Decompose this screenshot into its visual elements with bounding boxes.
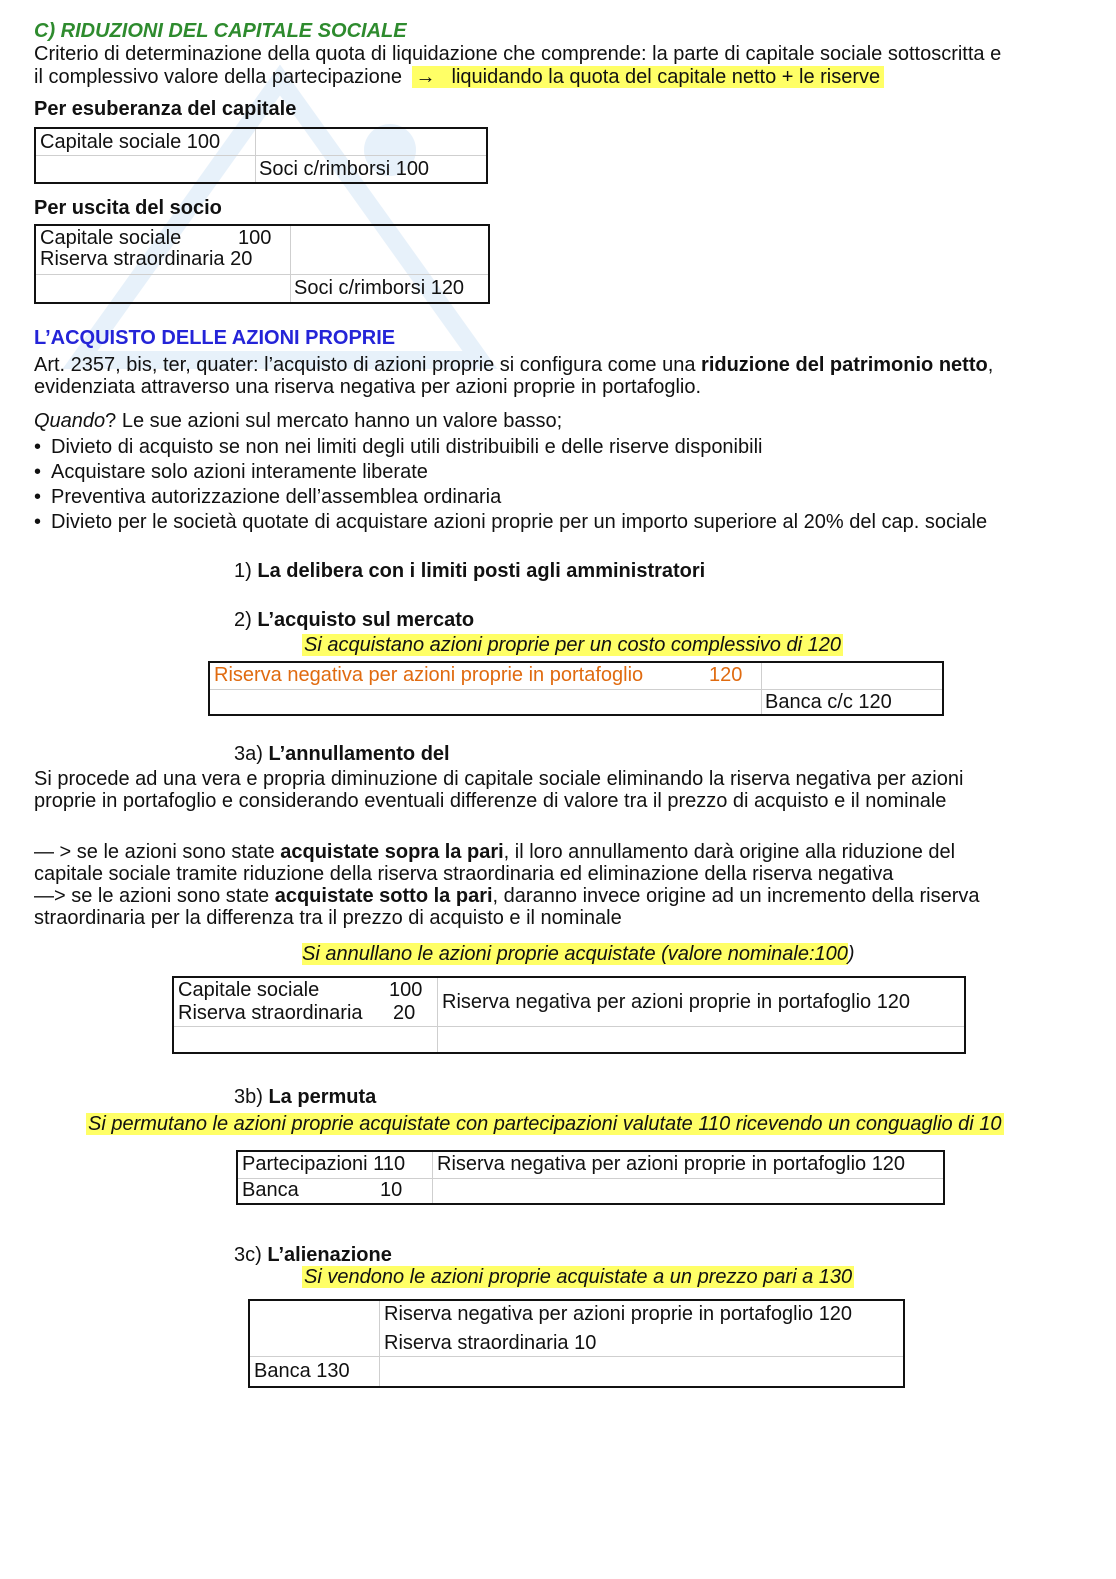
credit-banca: Banca c/c 120 [765, 691, 892, 713]
credit-riserva-negativa: Riserva negativa per azioni proprie in portafoglio 120 [442, 991, 911, 1013]
art-text: Art. 2357, bis, ter, quater: l’acquisto di azioni proprie si configura come una [34, 354, 702, 376]
section-title-acquisto: L’ACQUISTO DELLE AZIONI PROPRIE [34, 327, 396, 349]
debit-partecipazioni: Partecipazioni 110 [242, 1153, 406, 1175]
arrow-right-icon: → [412, 66, 440, 88]
criterio-text: il complessivo valore della partecipazione [34, 66, 402, 88]
step-1-heading [234, 560, 705, 582]
step-label: L’annullamento del [268, 743, 450, 765]
debit-riserva-negativa-value: 120 [709, 664, 743, 686]
step-3b-heading [234, 1086, 376, 1108]
paragraph-criterio-line2 [34, 66, 884, 88]
note-permuta: Si permutano le azioni proprie acquistate con partecipazioni valutate 110 ricevendo un conguaglio di 10 [88, 1113, 1002, 1135]
highlight-liquidando: liquidando la quota del capitale netto + le riserve [440, 66, 885, 88]
paragraph-sopra-line2: capitale sociale tramite riduzione della riserva straordinaria ed eliminazione della riserva negativa [34, 863, 894, 885]
debit-capitale-sociale-value: 100 [389, 979, 423, 1001]
list-item: • Divieto per le società quotate di acquistare azioni proprie per un importo superiore al 20% del cap. sociale [34, 511, 987, 536]
table-permuta [236, 1150, 945, 1205]
quando-italic: Quando [34, 410, 106, 432]
sopra-pre: — > se le azioni sono state [34, 841, 281, 863]
debit-banca-label: Banca [242, 1179, 299, 1201]
debit-banca-value: 10 [380, 1179, 403, 1201]
note-annullamento [302, 943, 855, 965]
credit-riserva-negativa: Riserva negativa per azioni proprie in portafoglio 120 [384, 1303, 853, 1325]
step-3c-heading [234, 1244, 392, 1266]
debit-capitale-sociale: Capitale sociale 100 [40, 131, 221, 153]
note-acquisto: Si acquistano azioni proprie per un costo complessivo di 120 [304, 634, 841, 656]
table-acquisto [208, 661, 944, 716]
paragraph-criterio-line1: Criterio di determinazione della quota di liquidazione che comprende: la parte di capitale sociale sottoscritta e [34, 43, 1002, 65]
sotto-bold: acquistate sotto la pari [274, 885, 493, 907]
debit-riserva-straordinaria-value: 20 [393, 1002, 416, 1024]
paragraph-art-line1 [34, 354, 993, 376]
credit-soci-rimborsi: Soci c/rimborsi 120 [294, 277, 465, 299]
quando-rest: ? Le sue azioni sul mercato hanno un valore basso; [105, 410, 563, 432]
paragraph-sotto-line1 [34, 885, 980, 907]
table-uscita [34, 224, 490, 304]
credit-soci-rimborsi: Soci c/rimborsi 100 [259, 158, 430, 180]
table-annullamento [172, 976, 966, 1054]
list-item: • Acquistare solo azioni interamente liberate [34, 461, 987, 486]
paragraph-3a-line2: proprie in portafoglio e considerando eventuali differenze di valore tra il prezzo di acquisto e il nominale [34, 790, 947, 812]
debit-riserva-straordinaria: Riserva straordinaria 20 [40, 248, 253, 270]
paragraph-quando [34, 410, 562, 432]
step-label: L’alienazione [267, 1244, 392, 1266]
debit-capitale-sociale-label: Capitale sociale [40, 227, 182, 249]
note-annullamento-text: Si annullano le azioni proprie acquistate (valore nominale:100 [302, 943, 848, 965]
step-3a-heading [234, 743, 450, 765]
sotto-post: , daranno invece origine ad un incremento della riserva [492, 885, 980, 907]
art-post: , [987, 354, 994, 376]
debit-riserva-negativa-label: Riserva negativa per azioni proprie in portafoglio [214, 664, 644, 686]
list-item: • Preventiva autorizzazione dell’assemblea ordinaria [34, 486, 987, 511]
step-number: 1) [234, 560, 252, 582]
bullet-list [34, 436, 987, 536]
step-number: 2) [234, 609, 252, 631]
sopra-post: , il loro annullamento darà origine alla riduzione del [503, 841, 956, 863]
heading-uscita: Per uscita del socio [34, 197, 222, 219]
sopra-bold: acquistate sopra la pari [280, 841, 504, 863]
debit-riserva-straordinaria-label: Riserva straordinaria [178, 1002, 363, 1024]
paragraph-sotto-line2: straordinaria per la differenza tra il prezzo di acquisto e il nominale [34, 907, 622, 929]
step-label: La permuta [268, 1086, 377, 1108]
table-alienazione [248, 1299, 905, 1388]
debit-capitale-sociale-value: 100 [238, 227, 272, 249]
paragraph-sopra-line1 [34, 841, 955, 863]
heading-esuberanza: Per esuberanza del capitale [34, 98, 297, 120]
step-number: 3a) [234, 743, 263, 765]
debit-capitale-sociale-label: Capitale sociale [178, 979, 320, 1001]
note-annullamento-tail: ) [847, 943, 855, 965]
paragraph-3a-line1: Si procede ad una vera e propria diminuzione di capitale sociale eliminando la riserva negativa per azioni [34, 768, 964, 790]
section-title-riduzioni: C) RIDUZIONI DEL CAPITALE SOCIALE [34, 20, 407, 42]
step-2-heading [234, 609, 474, 631]
note-alienazione: Si vendono le azioni proprie acquistate a un prezzo pari a 130 [304, 1266, 853, 1288]
debit-banca: Banca 130 [254, 1360, 350, 1382]
sotto-pre: —> se le azioni sono state [34, 885, 275, 907]
list-item: • Divieto di acquisto se non nei limiti degli utili distribuibili e delle riserve disponibili [34, 436, 987, 461]
step-number: 3b) [234, 1086, 263, 1108]
paragraph-art-line2: evidenziata attraverso una riserva negativa per azioni proprie in portafoglio. [34, 376, 702, 398]
step-label: La delibera con i limiti posti agli amministratori [257, 560, 706, 582]
step-number: 3c) [234, 1244, 262, 1266]
step-label: L’acquisto sul mercato [257, 609, 475, 631]
table-esuberanza [34, 127, 488, 184]
art-bold: riduzione del patrimonio netto [701, 354, 988, 376]
credit-riserva-negativa: Riserva negativa per azioni proprie in portafoglio 120 [437, 1153, 906, 1175]
credit-riserva-straordinaria: Riserva straordinaria 10 [384, 1332, 597, 1354]
